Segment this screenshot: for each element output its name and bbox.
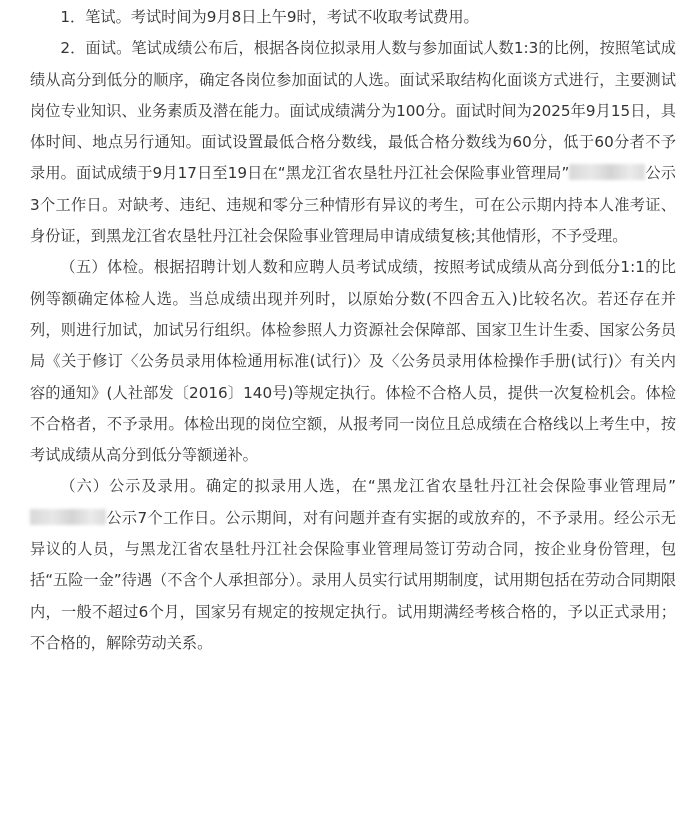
redacted-text [30, 509, 106, 525]
paragraph-interview [30, 33, 676, 252]
article-body [30, 2, 676, 659]
publicity-text-before: （六）公示及录用。确定的拟录用人选，在“黑龙江省农垦牡丹江社会保险事业管理局” [60, 477, 676, 496]
paragraph-physical-exam [30, 252, 676, 471]
paragraph-written-exam [30, 2, 676, 33]
interview-text-after: 公示3个工作日。对缺考、违纪、违规和零分三种情形有异议的考生，可在公示期内持本人准考证、身份证，到黑龙江省农垦牡丹江社会保险事业管理局申请成绩复核;其他情形，不予受理。 [30, 164, 676, 246]
physical-exam-text: （五）体检。根据招聘计划人数和应聘人员考试成绩，按照考试成绩从高分到低分1:1的比例等额确定体检人选。当总成绩出现并列时，以原始分数(不四舍五入)比较名次。若还存在并列，则进行加试，加试另行组织。体检参照人力资源社会保障部、国家卫生计生委、国家公务员局《关于修订〈公务员录用体检通用标准(试行)〉及〈公务员录用体检操作手册(试行)〉有关内容的通知》(人社部发〔2016〕140号)等规定执行。体检不合格人员，提供一次复检机会。体检不合格者，不予录用。体检出现的岗位空额，从报考同一岗位且总成绩在合格线以上考生中，按考试成绩从高分到低分等额递补。 [30, 258, 676, 465]
written-exam-text: 1．笔试。考试时间为9月8日上午9时，考试不收取考试费用。 [60, 8, 479, 26]
interview-text-before: 2．面试。笔试成绩公布后，根据各岗位拟录用人数与参加面试人数1:3的比例，按照笔试成绩从高分到低分的顺序，确定各岗位参加面试的人选。面试采取结构化面谈方式进行，主要测试岗位专业知识、业务素质及潜在能力。面试成绩满分为100分。面试时间为2025年9月15日，具体时间、地点另行通知。面试设置最低合格分数线，最低合格分数线为60分，低于60分者不予录用。面试成绩于9月17日至19日在“黑龙江省农垦牡丹江社会保险事业管理局” [30, 39, 676, 183]
publicity-text-after: 公示7个工作日。公示期间，对有问题并查有实据的或放弃的，不予录用。经公示无异议的人员，与黑龙江省农垦牡丹江社会保险事业管理局签订劳动合同，按企业身份管理，包括“五险一金”待遇（不含个人承担部分）。录用人员实行试用期制度，试用期包括在劳动合同期限内，一般不超过6个月，国家另有规定的按规定执行。试用期满经考核合格的，予以正式录用；不合格的，解除劳动关系。 [30, 508, 677, 652]
redacted-text [569, 164, 645, 180]
paragraph-publicity-hiring [30, 471, 676, 659]
